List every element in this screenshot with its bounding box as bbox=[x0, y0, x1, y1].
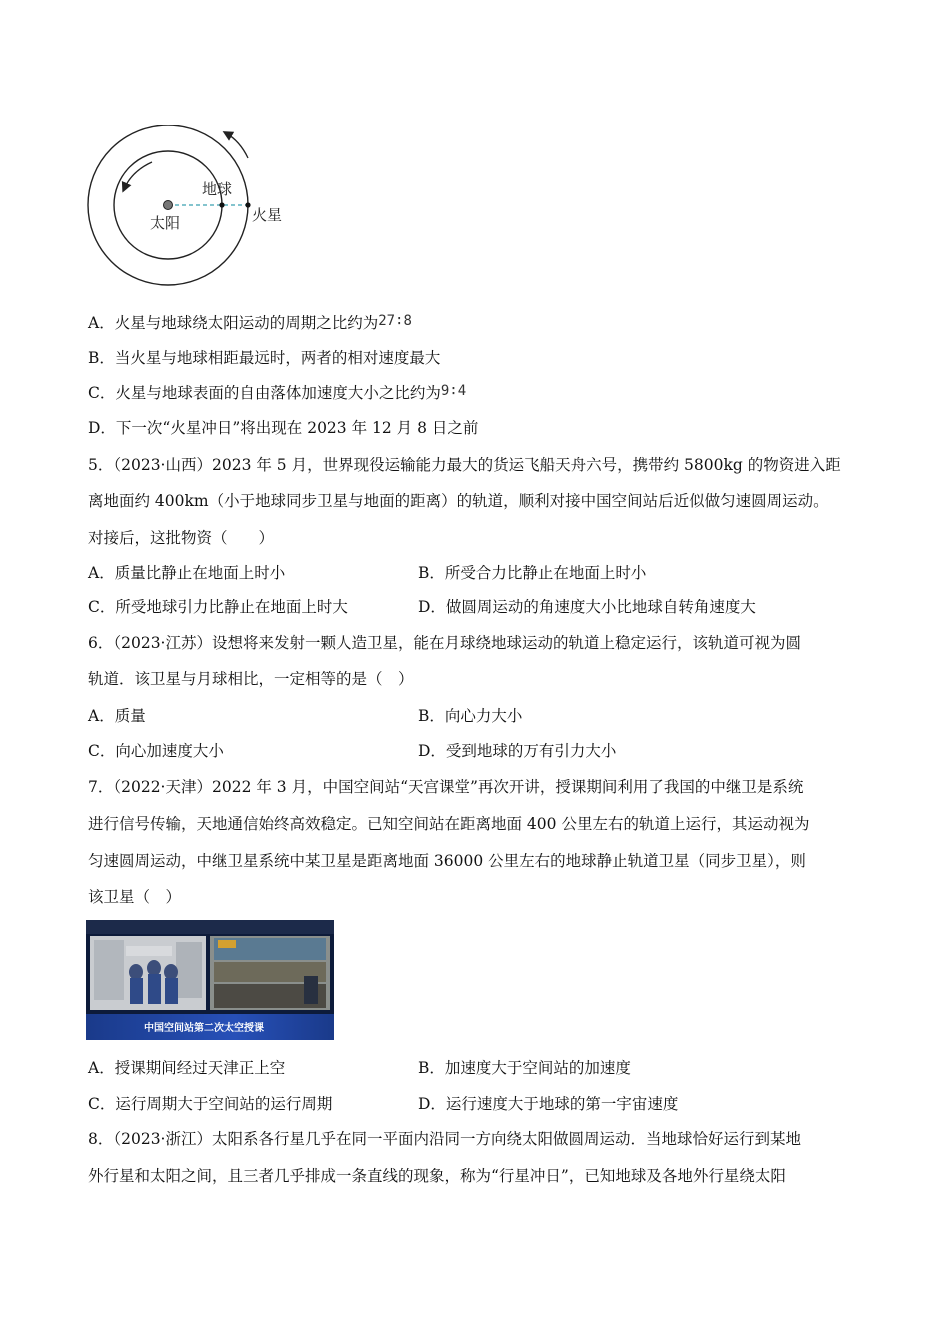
earth-dot bbox=[219, 202, 224, 207]
q6-option-c: C．向心加速度大小 bbox=[88, 742, 224, 760]
q7-stem-line-1: 7．（2022·天津）2022 年 3 月，中国空间站“天宫课堂”再次开讲，授课期间利用了我国的中继卫是系统 bbox=[88, 778, 804, 796]
photo-caption: 中国空间站第二次太空授课 bbox=[144, 1023, 264, 1034]
q4-option-a-ratio: 27∶8 bbox=[378, 313, 412, 329]
earth-label: 地球 bbox=[202, 180, 233, 198]
q5-option-c: C．所受地球引力比静止在地面上时大 bbox=[88, 598, 348, 616]
sun-dot bbox=[164, 201, 173, 210]
q5-option-a: A．质量比静止在地面上时小 bbox=[88, 564, 286, 582]
q7-option-d: D．运行速度大于地球的第一宇宙速度 bbox=[418, 1095, 679, 1113]
q8-stem-line-1: 8．（2023·浙江）太阳系各行星几乎在同一平面内沿同一方向绕太阳做圆周运动．当地球恰好运行到某地 bbox=[88, 1130, 801, 1148]
space-class-photo bbox=[86, 920, 334, 1040]
q7-option-b: B．加速度大于空间站的加速度 bbox=[418, 1059, 631, 1077]
q7-option-a: A．授课期间经过天津正上空 bbox=[88, 1059, 286, 1077]
mars-dot bbox=[245, 202, 250, 207]
q6-stem-line-2: 轨道．该卫星与月球相比，一定相等的是（ ） bbox=[88, 670, 414, 688]
q4-option-c: C．火星与地球表面的自由落体加速度大小之比约为9∶4 bbox=[88, 383, 467, 402]
inner-orbit-arrow bbox=[124, 162, 152, 189]
q7-stem-line-4: 该卫星（ ） bbox=[88, 888, 182, 906]
q6-option-d: D．受到地球的万有引力大小 bbox=[418, 742, 617, 760]
q8-stem-line-2: 外行星和太阳之间，且三者几乎排成一条直线的现象，称为“行星冲日”，已知地球及各地外行星绕太阳 bbox=[88, 1167, 786, 1185]
q4-option-a: A．火星与地球绕太阳运动的周期之比约为27∶8 bbox=[88, 313, 412, 332]
q6-stem-line-1: 6．（2023·江苏）设想将来发射一颗人造卫星，能在月球绕地球运动的轨道上稳定运行，该轨道可视为圆 bbox=[88, 634, 801, 652]
q5-stem-line-2: 离地面约 400km（小于地球同步卫星与地面的距离）的轨道，顺利对接中国空间站后近似做匀速圆周运动。 bbox=[88, 492, 829, 510]
q6-option-a: A．质量 bbox=[88, 707, 146, 725]
q4-option-b: B．当火星与地球相距最远时，两者的相对速度最大 bbox=[88, 349, 441, 367]
q7-stem-line-2: 进行信号传输，天地通信始终高效稳定。已知空间站在距离地面 400 公里左右的轨道上运行，其运动视为 bbox=[88, 815, 810, 833]
sun-label: 太阳 bbox=[150, 214, 181, 232]
q5-option-d: D．做圆周运动的角速度大小比地球自转角速度大 bbox=[418, 598, 756, 616]
q4-option-d: D．下一次“火星冲日”将出现在 2023 年 12 月 8 日之前 bbox=[88, 419, 479, 437]
q5-option-b: B．所受合力比静止在地面上时小 bbox=[418, 564, 647, 582]
q7-option-c: C．运行周期大于空间站的运行周期 bbox=[88, 1095, 333, 1113]
q6-option-b: B．向心力大小 bbox=[418, 707, 523, 725]
q7-stem-line-3: 匀速圆周运动，中继卫星系统中某卫星是距离地面 36000 公里左右的地球静止轨道卫星（同步卫星），则 bbox=[88, 852, 806, 870]
mars-label: 火星 bbox=[252, 206, 283, 224]
q5-stem-line-1: 5．（2023·山西）2023 年 5 月，世界现役运输能力最大的货运飞船天舟六号，携带约 5800kg 的物资进入距 bbox=[88, 456, 841, 474]
q4-option-c-ratio: 9∶4 bbox=[440, 383, 467, 399]
orbit-diagram bbox=[80, 125, 300, 295]
q5-stem-line-3: 对接后，这批物资（ ） bbox=[88, 529, 275, 547]
